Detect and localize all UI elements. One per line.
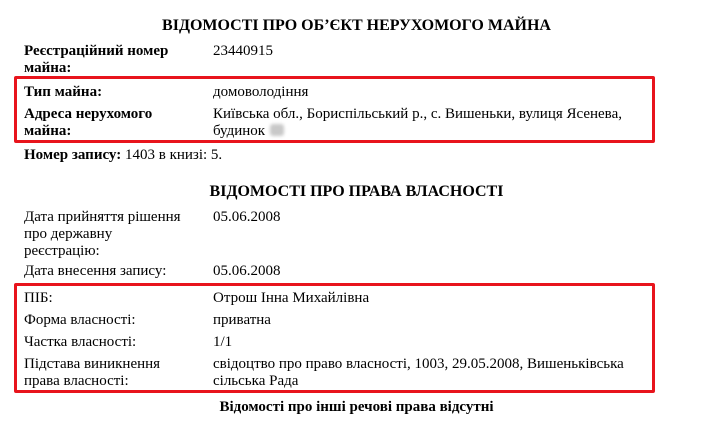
redacted-building-number [270, 124, 284, 136]
address-label-line-1: Адреса нерухомого [24, 106, 153, 122]
record-number-value: 1403 в книзі: 5. [124, 147, 223, 163]
record-number [24, 147, 222, 164]
entry-date-label: Дата внесення запису: [24, 263, 167, 279]
decision-date-label-line-2: про державну [24, 226, 113, 242]
reg-number-label-line-2: майна: [24, 60, 72, 76]
owner-name-label: ПІБ: [24, 290, 53, 306]
decision-date-label-line-3: реєстрацію: [24, 243, 100, 259]
address-label-line-2: майна: [24, 123, 72, 139]
ownership-form-value: приватна [213, 312, 271, 328]
property-type-value: домоволодіння [213, 84, 309, 100]
other-rights-note: Відомості про інші речові права відсутні [219, 399, 494, 415]
address-label [24, 106, 204, 140]
decision-date-label-line-1: Дата прийняття рішення [24, 209, 181, 225]
ownership-basis-value [213, 356, 624, 390]
ownership-section-title: ВІДОМОСТІ ПРО ПРАВА ВЛАСНОСТІ [209, 183, 504, 200]
ownership-basis-label-line-1: Підстава виникнення [24, 356, 161, 372]
ownership-basis-value-line-1: свідоцтво про право власності, 1003, 29.05.2008, Вишеньківська [213, 356, 624, 372]
owner-name-value: Отрош Інна Михайлівна [213, 290, 370, 306]
decision-date-value: 05.06.2008 [213, 209, 281, 225]
address-value-line-2 [213, 123, 622, 140]
ownership-share-value: 1/1 [213, 334, 233, 350]
property-type-label: Тип майна: [24, 84, 103, 100]
reg-number-label-line-1: Реєстраційний номер [24, 43, 169, 59]
reg-number-label [24, 43, 204, 77]
reg-number-value: 23440915 [213, 43, 273, 59]
ownership-basis-value-line-2: сільська Рада [213, 373, 299, 389]
address-value-line-1: Київська обл., Бориспільський р., с. Вишеньки, вулиця Ясенева, [213, 106, 622, 122]
entry-date-value: 05.06.2008 [213, 263, 281, 279]
record-number-label: Номер запису: [24, 147, 122, 163]
ownership-basis-label [24, 356, 204, 390]
ownership-share-label: Частка власності: [24, 334, 137, 350]
ownership-form-label: Форма власності: [24, 312, 136, 328]
address-value-building: будинок [213, 123, 266, 139]
decision-date-label [24, 209, 204, 260]
ownership-basis-label-line-2: права власності: [24, 373, 129, 389]
property-section-title: ВІДОМОСТІ ПРО ОБ’ЄКТ НЕРУХОМОГО МАЙНА [162, 17, 551, 34]
address-value [213, 106, 622, 140]
